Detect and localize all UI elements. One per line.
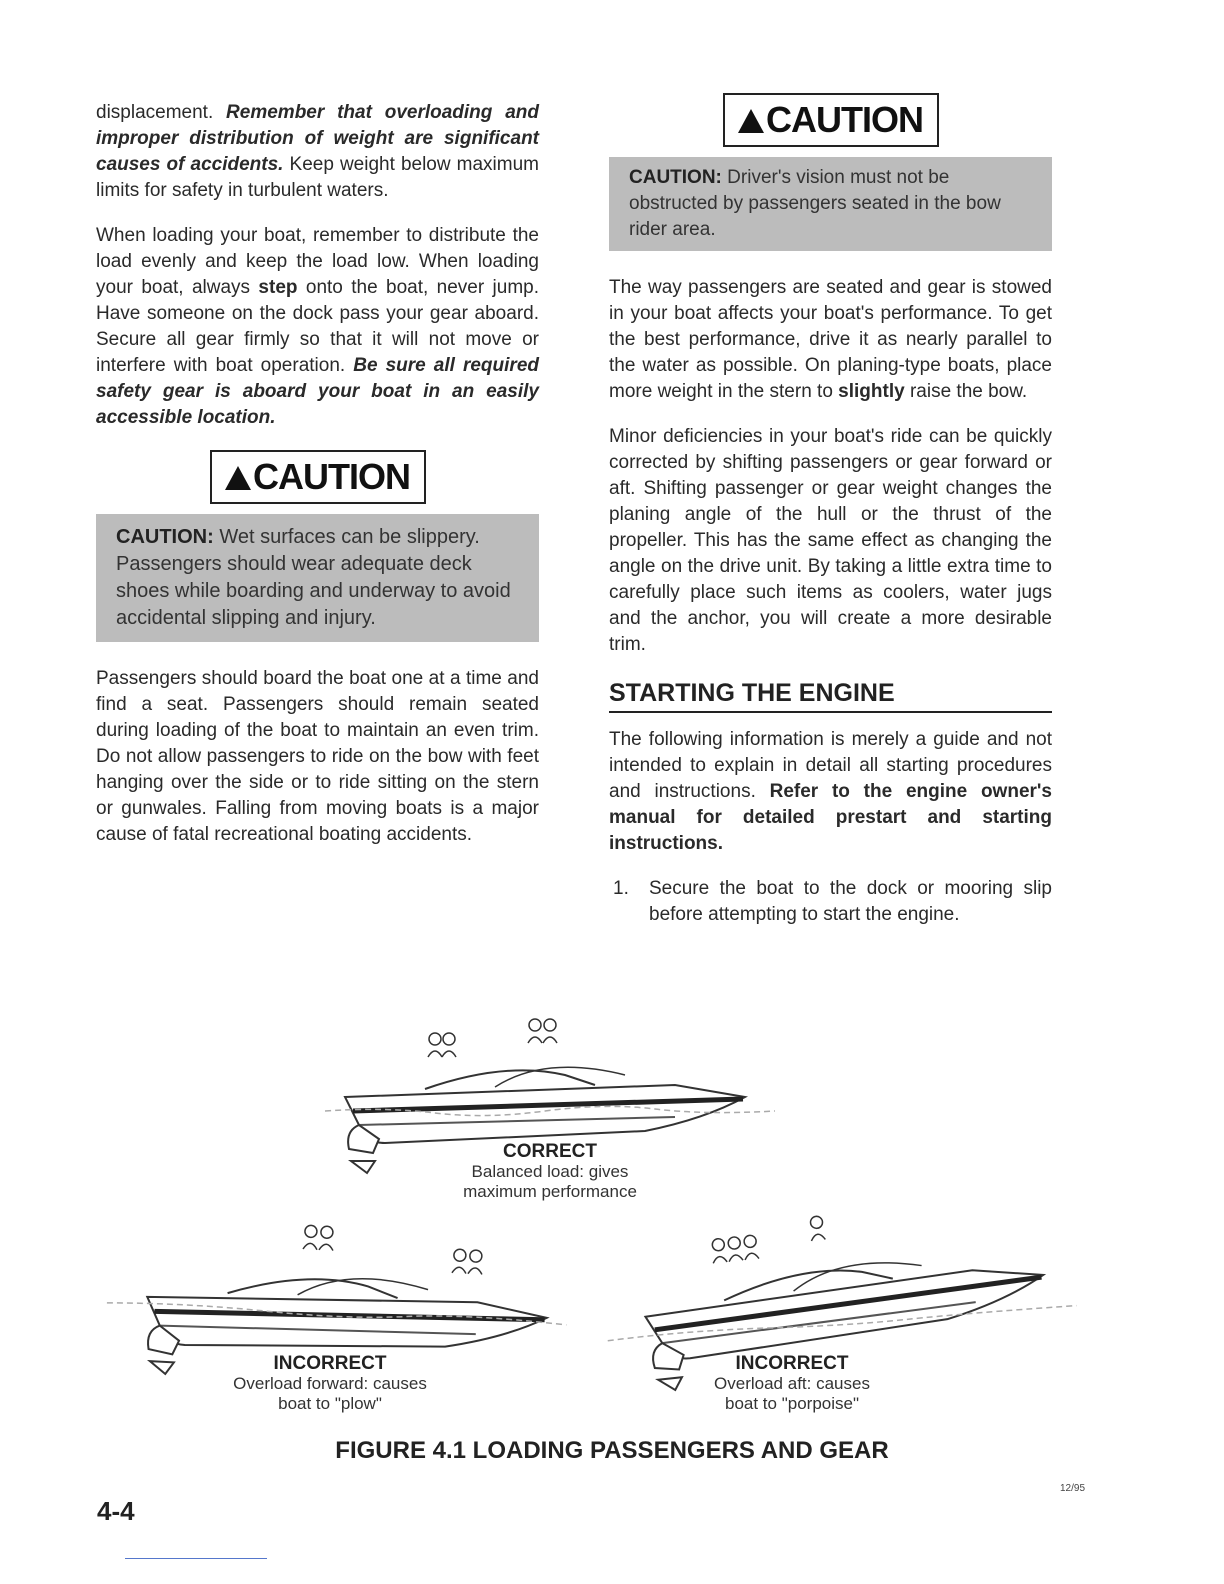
right-column	[609, 93, 1052, 928]
caution-label-wet-surfaces: CAUTION	[210, 450, 426, 504]
loading-figure	[100, 1005, 1100, 1425]
warning-triangle-icon	[738, 109, 764, 133]
footer-rule	[125, 1558, 267, 1559]
paragraph-displacement: displacement. Remember that overloading and improper distribution of weight are significant causes of accidents. Keep weight below maximum limits for safety in turbulent waters.	[96, 102, 539, 201]
paragraph-seating: The way passengers are seated and gear is stowed in your boat affects your boat's performance. To get the best performance, drive it as nearly parallel to the water as possible. On planing-type boats, place more weight in the stern to slightly raise the bow.	[609, 277, 1052, 402]
date-code: 12/95	[1060, 1483, 1086, 1494]
caption-correct: CORRECT Balanced load: gives maximum performance	[463, 1141, 637, 1201]
warning-triangle-icon	[225, 466, 251, 490]
safety-gear-note: Be sure all required safety gear is aboard your boat in an easily accessible location.	[96, 355, 539, 428]
section-heading-starting-engine: STARTING THE ENGINE	[609, 677, 1052, 713]
caption-porpoise: INCORRECT Overload aft: causes boat to "porpoise"	[714, 1353, 870, 1413]
paragraph-trim: Minor deficiencies in your boat's ride can be quickly corrected by shifting passengers or gear forward or aft. Shifting passenger or gear weight changes the planing angle of the hull or the thrust of the propeller. This has the same effect as changing the angle on the drive unit. By taking a little extra time to carefully place such items as coolers, water jugs and the anchor, you will create a more desirable trim.	[609, 426, 1052, 655]
paragraph-loading: When loading your boat, remember to distribute the load evenly and keep the load low. When loading your boat, always step onto the boat, never jump. Have someone on the dock pass your gear aboard. Secure all gear firmly so that it will not move or interfere with boat operation. Be sure all required safety gear is aboard your boat in an easily accessible location.	[96, 225, 539, 428]
caution-label-drivers-vision: CAUTION	[723, 93, 939, 147]
caption-plow: INCORRECT Overload forward: causes boat to "plow"	[233, 1353, 427, 1413]
figure-title: FIGURE 4.1 LOADING PASSENGERS AND GEAR	[335, 1437, 889, 1464]
paragraph-starting-info: The following information is merely a guide and not intended to explain in detail all starting procedures and instructions. Refer to the engine owner's manual for detailed prestart and starting instructions.	[609, 729, 1052, 854]
page-number: 4-4	[97, 1496, 135, 1526]
left-column	[96, 100, 539, 867]
starting-steps-list	[609, 876, 1052, 928]
paragraph-passengers: Passengers should board the boat one at a time and find a seat. Passengers should remain seated during loading of the boat to maintain an even trim. Do not allow passengers to ride on the bow with feet hanging over the side or to ride sitting on the stern or gunwales. Falling from moving boats is a major cause of fatal recreational boating accidents.	[96, 668, 539, 845]
list-item: 1. Secure the boat to the dock or mooring slip before attempting to start the engine.	[613, 878, 1052, 925]
overloading-warning: Remember that overloading and improper distribution of weight are significant causes of accidents.	[96, 102, 539, 175]
caution-box-drivers-vision: CAUTION: Driver's vision must not be obstructed by passengers seated in the bow rider area.	[609, 157, 1052, 251]
caution-box-wet-surfaces: CAUTION: Wet surfaces can be slippery. Passengers should wear adequate deck shoes while boarding and underway to avoid accidental slipping and injury.	[96, 514, 539, 642]
